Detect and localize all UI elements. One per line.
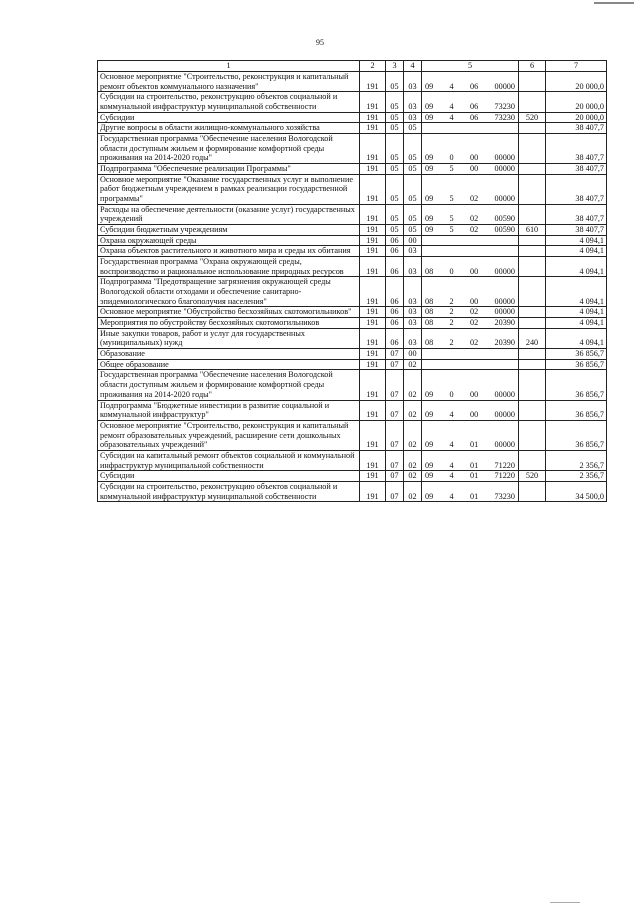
row-section-cell: 07	[386, 420, 404, 450]
row-admin-cell: 191	[360, 450, 386, 470]
row-name-cell: Охрана окружающей среды	[98, 235, 360, 246]
row-expense-type-cell	[519, 370, 546, 400]
target-article-part: 01	[469, 471, 479, 481]
row-target-article-cell	[422, 174, 519, 204]
row-sum-cell: 38 407,7	[546, 123, 607, 134]
row-target-article-cell	[422, 134, 519, 164]
row-admin-cell: 191	[360, 481, 386, 501]
target-article-part: 5	[449, 194, 454, 204]
row-sum-cell: 2 356,7	[546, 471, 607, 482]
target-article-part: 4	[449, 102, 454, 112]
row-subsection-cell: 03	[404, 246, 422, 257]
row-expense-type-cell	[519, 123, 546, 134]
row-subsection-cell: 03	[404, 92, 422, 112]
row-target-article-cell	[422, 318, 519, 329]
row-section-cell: 06	[386, 328, 404, 348]
row-admin-cell: 191	[360, 123, 386, 134]
target-article-part: 73230	[494, 112, 515, 122]
row-expense-type-cell	[519, 307, 546, 318]
row-expense-type-cell	[519, 257, 546, 277]
row-admin-cell: 191	[360, 225, 386, 236]
row-sum-cell: 4 094,1	[546, 257, 607, 277]
row-section-cell: 06	[386, 277, 404, 307]
row-target-article-cell	[422, 72, 519, 92]
target-article-part: 09	[425, 491, 434, 501]
row-expense-type-cell	[519, 277, 546, 307]
row-sum-cell: 4 094,1	[546, 318, 607, 329]
row-subsection-cell: 03	[404, 328, 422, 348]
row-section-cell: 06	[386, 246, 404, 257]
row-admin-cell: 191	[360, 112, 386, 123]
row-admin-cell: 191	[360, 307, 386, 318]
row-expense-type-cell: 520	[519, 112, 546, 123]
row-sum-cell: 20 000,0	[546, 112, 607, 123]
row-admin-cell: 191	[360, 359, 386, 370]
table-row	[98, 235, 607, 246]
table-row	[98, 112, 607, 123]
row-subsection-cell: 02	[404, 481, 422, 501]
row-target-article-cell	[422, 420, 519, 450]
target-article-part: 4	[449, 471, 454, 481]
row-section-cell: 07	[386, 471, 404, 482]
row-name-cell: Подпрограмма "Бюджетные инвестиции в развитие социальной и коммунальной инфраструктур"	[98, 400, 360, 420]
row-expense-type-cell	[519, 400, 546, 420]
target-article-part: 2	[449, 296, 454, 306]
row-name-cell: Государственная программа "Охрана окружающей среды, воспроизводство и рациональное использование природных ресурсов	[98, 257, 360, 277]
row-sum-cell: 38 407,7	[546, 164, 607, 175]
row-sum-cell: 20 000,0	[546, 92, 607, 112]
row-admin-cell: 191	[360, 204, 386, 224]
row-sum-cell: 4 094,1	[546, 328, 607, 348]
target-article-part: 00000	[494, 296, 515, 306]
row-target-article-cell	[422, 123, 519, 134]
target-article-part: 00	[469, 296, 479, 306]
header-cell: 6	[519, 61, 546, 72]
target-article-part: 02	[469, 194, 479, 204]
row-subsection-cell: 03	[404, 307, 422, 318]
table-row	[98, 318, 607, 329]
row-expense-type-cell	[519, 359, 546, 370]
target-article-part: 0	[449, 389, 454, 399]
row-subsection-cell: 05	[404, 204, 422, 224]
table-row	[98, 370, 607, 400]
target-article-part: 4	[449, 112, 454, 122]
target-article-part: 00000	[494, 307, 515, 317]
row-subsection-cell: 05	[404, 164, 422, 175]
target-article-part: 4	[449, 81, 454, 91]
row-name-cell: Субсидии на строительство, реконструкцию объектов социальной и коммунальной инфраструктур муниципальной собственности	[98, 481, 360, 501]
row-section-cell: 06	[386, 318, 404, 329]
target-article-part: 5	[449, 164, 454, 174]
target-article-part: 09	[425, 194, 434, 204]
target-article-part: 09	[425, 153, 434, 163]
row-name-cell: Субсидии	[98, 112, 360, 123]
row-sum-cell: 20 000,0	[546, 72, 607, 92]
target-article-part: 00	[469, 153, 479, 163]
row-admin-cell: 191	[360, 257, 386, 277]
row-expense-type-cell	[519, 420, 546, 450]
row-admin-cell: 191	[360, 471, 386, 482]
row-subsection-cell: 05	[404, 225, 422, 236]
row-name-cell: Субсидии на капитальный ремонт объектов социальной и коммунальной инфраструктур муниципальной собственности	[98, 450, 360, 470]
target-article-part: 00000	[494, 440, 515, 450]
row-subsection-cell: 05	[404, 123, 422, 134]
row-expense-type-cell	[519, 164, 546, 175]
target-article-part: 4	[449, 410, 454, 420]
row-sum-cell: 34 500,0	[546, 481, 607, 501]
target-article-part: 00000	[494, 389, 515, 399]
row-expense-type-cell	[519, 349, 546, 360]
target-article-part: 00590	[494, 225, 515, 235]
row-section-cell: 07	[386, 370, 404, 400]
row-subsection-cell: 02	[404, 400, 422, 420]
row-name-cell: Основное мероприятие "Обустройство бесхозяйных скотомогильников"	[98, 307, 360, 318]
row-section-cell: 06	[386, 257, 404, 277]
row-section-cell: 05	[386, 164, 404, 175]
row-admin-cell: 191	[360, 349, 386, 360]
table-header-row	[98, 61, 607, 72]
row-target-article-cell	[422, 450, 519, 470]
target-article-part: 09	[425, 164, 434, 174]
header-cell: 5	[422, 61, 519, 72]
row-sum-cell: 4 094,1	[546, 277, 607, 307]
row-name-cell: Основное мероприятие "Строительство, реконструкция и капитальный ремонт образовательных учреждений, расширение сети дошкольных образовательных учреждений"	[98, 420, 360, 450]
target-article-part: 00	[469, 389, 479, 399]
row-name-cell: Субсидии бюджетным учреждениям	[98, 225, 360, 236]
row-sum-cell: 36 856,7	[546, 400, 607, 420]
row-target-article-cell	[422, 92, 519, 112]
table-row	[98, 471, 607, 482]
target-article-part: 09	[425, 440, 434, 450]
target-article-part: 08	[425, 266, 434, 276]
row-admin-cell: 191	[360, 277, 386, 307]
target-article-part: 71220	[494, 460, 515, 470]
row-target-article-cell	[422, 400, 519, 420]
row-expense-type-cell	[519, 92, 546, 112]
header-cell: 1	[98, 61, 360, 72]
row-section-cell: 07	[386, 400, 404, 420]
target-article-part: 00000	[494, 410, 515, 420]
row-subsection-cell: 05	[404, 134, 422, 164]
row-section-cell: 07	[386, 359, 404, 370]
header-cell: 3	[386, 61, 404, 72]
row-sum-cell: 2 356,7	[546, 450, 607, 470]
target-article-part: 0	[449, 153, 454, 163]
row-admin-cell: 191	[360, 72, 386, 92]
target-article-part: 06	[469, 112, 479, 122]
row-name-cell: Основное мероприятие "Строительство, реконструкция и капитальный ремонт объектов коммунального назначения"	[98, 72, 360, 92]
row-expense-type-cell	[519, 318, 546, 329]
target-article-part: 4	[449, 460, 454, 470]
row-admin-cell: 191	[360, 92, 386, 112]
target-article-part: 00	[469, 164, 479, 174]
row-expense-type-cell	[519, 246, 546, 257]
target-article-part: 01	[469, 440, 479, 450]
row-section-cell: 07	[386, 450, 404, 470]
row-target-article-cell	[422, 481, 519, 501]
header-cell: 2	[360, 61, 386, 72]
row-target-article-cell	[422, 471, 519, 482]
row-target-article-cell	[422, 328, 519, 348]
target-article-part: 09	[425, 471, 434, 481]
target-article-part: 5	[449, 225, 454, 235]
row-target-article-cell	[422, 359, 519, 370]
table-row	[98, 174, 607, 204]
target-article-part: 02	[469, 225, 479, 235]
row-section-cell: 05	[386, 92, 404, 112]
target-article-part: 09	[425, 410, 434, 420]
target-article-part: 06	[469, 81, 479, 91]
row-name-cell: Общее образование	[98, 359, 360, 370]
target-article-part: 09	[425, 389, 434, 399]
row-sum-cell: 36 856,7	[546, 349, 607, 360]
row-name-cell: Субсидии	[98, 471, 360, 482]
target-article-part: 73230	[494, 491, 515, 501]
row-subsection-cell: 03	[404, 72, 422, 92]
row-target-article-cell	[422, 112, 519, 123]
target-article-part: 02	[469, 214, 479, 224]
row-admin-cell: 191	[360, 370, 386, 400]
row-subsection-cell: 00	[404, 235, 422, 246]
row-target-article-cell	[422, 225, 519, 236]
row-name-cell: Мероприятия по обустройству бесхозяйных скотомогильников	[98, 318, 360, 329]
row-target-article-cell	[422, 204, 519, 224]
scan-mark-bottom	[550, 902, 580, 903]
row-section-cell: 07	[386, 349, 404, 360]
row-name-cell: Расходы на обеспечение деятельности (оказание услуг) государственных учреждений	[98, 204, 360, 224]
row-section-cell: 05	[386, 134, 404, 164]
table-row	[98, 307, 607, 318]
row-target-article-cell	[422, 370, 519, 400]
row-section-cell: 05	[386, 225, 404, 236]
row-sum-cell: 4 094,1	[546, 235, 607, 246]
table-row	[98, 92, 607, 112]
target-article-part: 0	[449, 266, 454, 276]
target-article-part: 00000	[494, 266, 515, 276]
row-name-cell: Основное мероприятие "Оказание государственных услуг и выполнение работ бюджетным учреждением в рамках реализации государственной программы"	[98, 174, 360, 204]
row-name-cell: Подпрограмма "Обеспечение реализации Программы"	[98, 164, 360, 175]
target-article-part: 71220	[494, 471, 515, 481]
row-admin-cell: 191	[360, 400, 386, 420]
target-article-part: 20390	[494, 338, 515, 348]
target-article-part: 09	[425, 102, 434, 112]
target-article-part: 08	[425, 338, 434, 348]
row-target-article-cell	[422, 277, 519, 307]
target-article-part: 06	[469, 102, 479, 112]
row-subsection-cell: 03	[404, 257, 422, 277]
row-section-cell: 05	[386, 204, 404, 224]
row-subsection-cell: 03	[404, 112, 422, 123]
table-row	[98, 257, 607, 277]
row-section-cell: 06	[386, 235, 404, 246]
target-article-part: 01	[469, 491, 479, 501]
row-target-article-cell	[422, 257, 519, 277]
row-name-cell: Государственная программа "Обеспечение населения Вологодской области доступным жильем и формирование комфортной среды проживания на 2014-2020 годы"	[98, 134, 360, 164]
row-expense-type-cell	[519, 204, 546, 224]
row-section-cell: 05	[386, 72, 404, 92]
row-subsection-cell: 02	[404, 420, 422, 450]
row-admin-cell: 191	[360, 164, 386, 175]
target-article-part: 02	[469, 318, 479, 328]
row-subsection-cell: 05	[404, 174, 422, 204]
target-article-part: 00000	[494, 153, 515, 163]
row-subsection-cell: 02	[404, 359, 422, 370]
row-admin-cell: 191	[360, 420, 386, 450]
target-article-part: 5	[449, 214, 454, 224]
table-row	[98, 328, 607, 348]
table-row	[98, 481, 607, 501]
row-sum-cell: 38 407,7	[546, 174, 607, 204]
row-sum-cell: 36 856,7	[546, 370, 607, 400]
row-name-cell: Образование	[98, 349, 360, 360]
target-article-part: 4	[449, 440, 454, 450]
row-sum-cell: 4 094,1	[546, 246, 607, 257]
row-section-cell: 05	[386, 112, 404, 123]
header-cell: 4	[404, 61, 422, 72]
row-name-cell: Другие вопросы в области жилищно-коммунального хозяйства	[98, 123, 360, 134]
target-article-part: 00000	[494, 194, 515, 204]
row-sum-cell: 4 094,1	[546, 307, 607, 318]
row-subsection-cell: 00	[404, 349, 422, 360]
row-admin-cell: 191	[360, 174, 386, 204]
row-target-article-cell	[422, 235, 519, 246]
table-row	[98, 450, 607, 470]
row-target-article-cell	[422, 246, 519, 257]
row-sum-cell: 38 407,7	[546, 225, 607, 236]
row-expense-type-cell	[519, 72, 546, 92]
row-subsection-cell: 03	[404, 277, 422, 307]
table-row	[98, 134, 607, 164]
target-article-part: 00	[469, 410, 479, 420]
row-subsection-cell: 02	[404, 370, 422, 400]
row-name-cell: Иные закупки товаров, работ и услуг для государственных (муниципальных) нужд	[98, 328, 360, 348]
target-article-part: 09	[425, 112, 434, 122]
target-article-part: 08	[425, 296, 434, 306]
table-row	[98, 359, 607, 370]
row-expense-type-cell	[519, 481, 546, 501]
row-expense-type-cell: 610	[519, 225, 546, 236]
row-subsection-cell: 02	[404, 471, 422, 482]
target-article-part: 09	[425, 225, 434, 235]
table-row	[98, 349, 607, 360]
target-article-part: 00000	[494, 164, 515, 174]
row-section-cell: 05	[386, 174, 404, 204]
header-cell: 7	[546, 61, 607, 72]
table-row	[98, 123, 607, 134]
row-expense-type-cell	[519, 235, 546, 246]
target-article-part: 00	[469, 266, 479, 276]
target-article-part: 2	[449, 338, 454, 348]
page-number: 95	[316, 38, 324, 47]
row-name-cell: Охрана объектов растительного и животного мира и среды их обитания	[98, 246, 360, 257]
row-admin-cell: 191	[360, 318, 386, 329]
row-name-cell: Подпрограмма "Предотвращение загрязнения окружающей среды Вологодской области отходами и обеспечение санитарно-эпидемиологического благополучия населения"	[98, 277, 360, 307]
target-article-part: 09	[425, 81, 434, 91]
row-admin-cell: 191	[360, 246, 386, 257]
row-admin-cell: 191	[360, 134, 386, 164]
target-article-part: 01	[469, 460, 479, 470]
row-target-article-cell	[422, 164, 519, 175]
table-row	[98, 72, 607, 92]
target-article-part: 08	[425, 307, 434, 317]
table-row	[98, 204, 607, 224]
row-subsection-cell: 03	[404, 318, 422, 329]
target-article-part: 00000	[494, 81, 515, 91]
table-row	[98, 225, 607, 236]
row-target-article-cell	[422, 307, 519, 318]
target-article-part: 09	[425, 460, 434, 470]
row-admin-cell: 191	[360, 235, 386, 246]
table-row	[98, 420, 607, 450]
target-article-part: 2	[449, 318, 454, 328]
row-sum-cell: 38 407,7	[546, 134, 607, 164]
row-section-cell: 07	[386, 481, 404, 501]
table-row	[98, 246, 607, 257]
budget-table	[97, 60, 607, 502]
row-expense-type-cell	[519, 134, 546, 164]
row-subsection-cell: 02	[404, 450, 422, 470]
row-sum-cell: 36 856,7	[546, 420, 607, 450]
table-row	[98, 277, 607, 307]
row-sum-cell: 36 856,7	[546, 359, 607, 370]
row-expense-type-cell	[519, 174, 546, 204]
row-name-cell: Субсидии на строительство, реконструкцию объектов социальной и коммунальной инфраструктур муниципальной собственности	[98, 92, 360, 112]
row-name-cell: Государственная программа "Обеспечение населения Вологодской области доступным жильем и формирование комфортной среды проживания на 2014-2020 годы"	[98, 370, 360, 400]
target-article-part: 02	[469, 338, 479, 348]
target-article-part: 2	[449, 307, 454, 317]
target-article-part: 20390	[494, 318, 515, 328]
row-expense-type-cell	[519, 450, 546, 470]
row-target-article-cell	[422, 349, 519, 360]
target-article-part: 02	[469, 307, 479, 317]
target-article-part: 08	[425, 318, 434, 328]
row-section-cell: 05	[386, 123, 404, 134]
target-article-part: 00590	[494, 214, 515, 224]
row-expense-type-cell: 240	[519, 328, 546, 348]
table-row	[98, 400, 607, 420]
target-article-part: 09	[425, 214, 434, 224]
target-article-part: 4	[449, 491, 454, 501]
row-section-cell: 06	[386, 307, 404, 318]
target-article-part: 73230	[494, 102, 515, 112]
row-admin-cell: 191	[360, 328, 386, 348]
table-row	[98, 164, 607, 175]
row-expense-type-cell: 520	[519, 471, 546, 482]
row-sum-cell: 38 407,7	[546, 204, 607, 224]
scan-mark-top	[594, 2, 634, 4]
